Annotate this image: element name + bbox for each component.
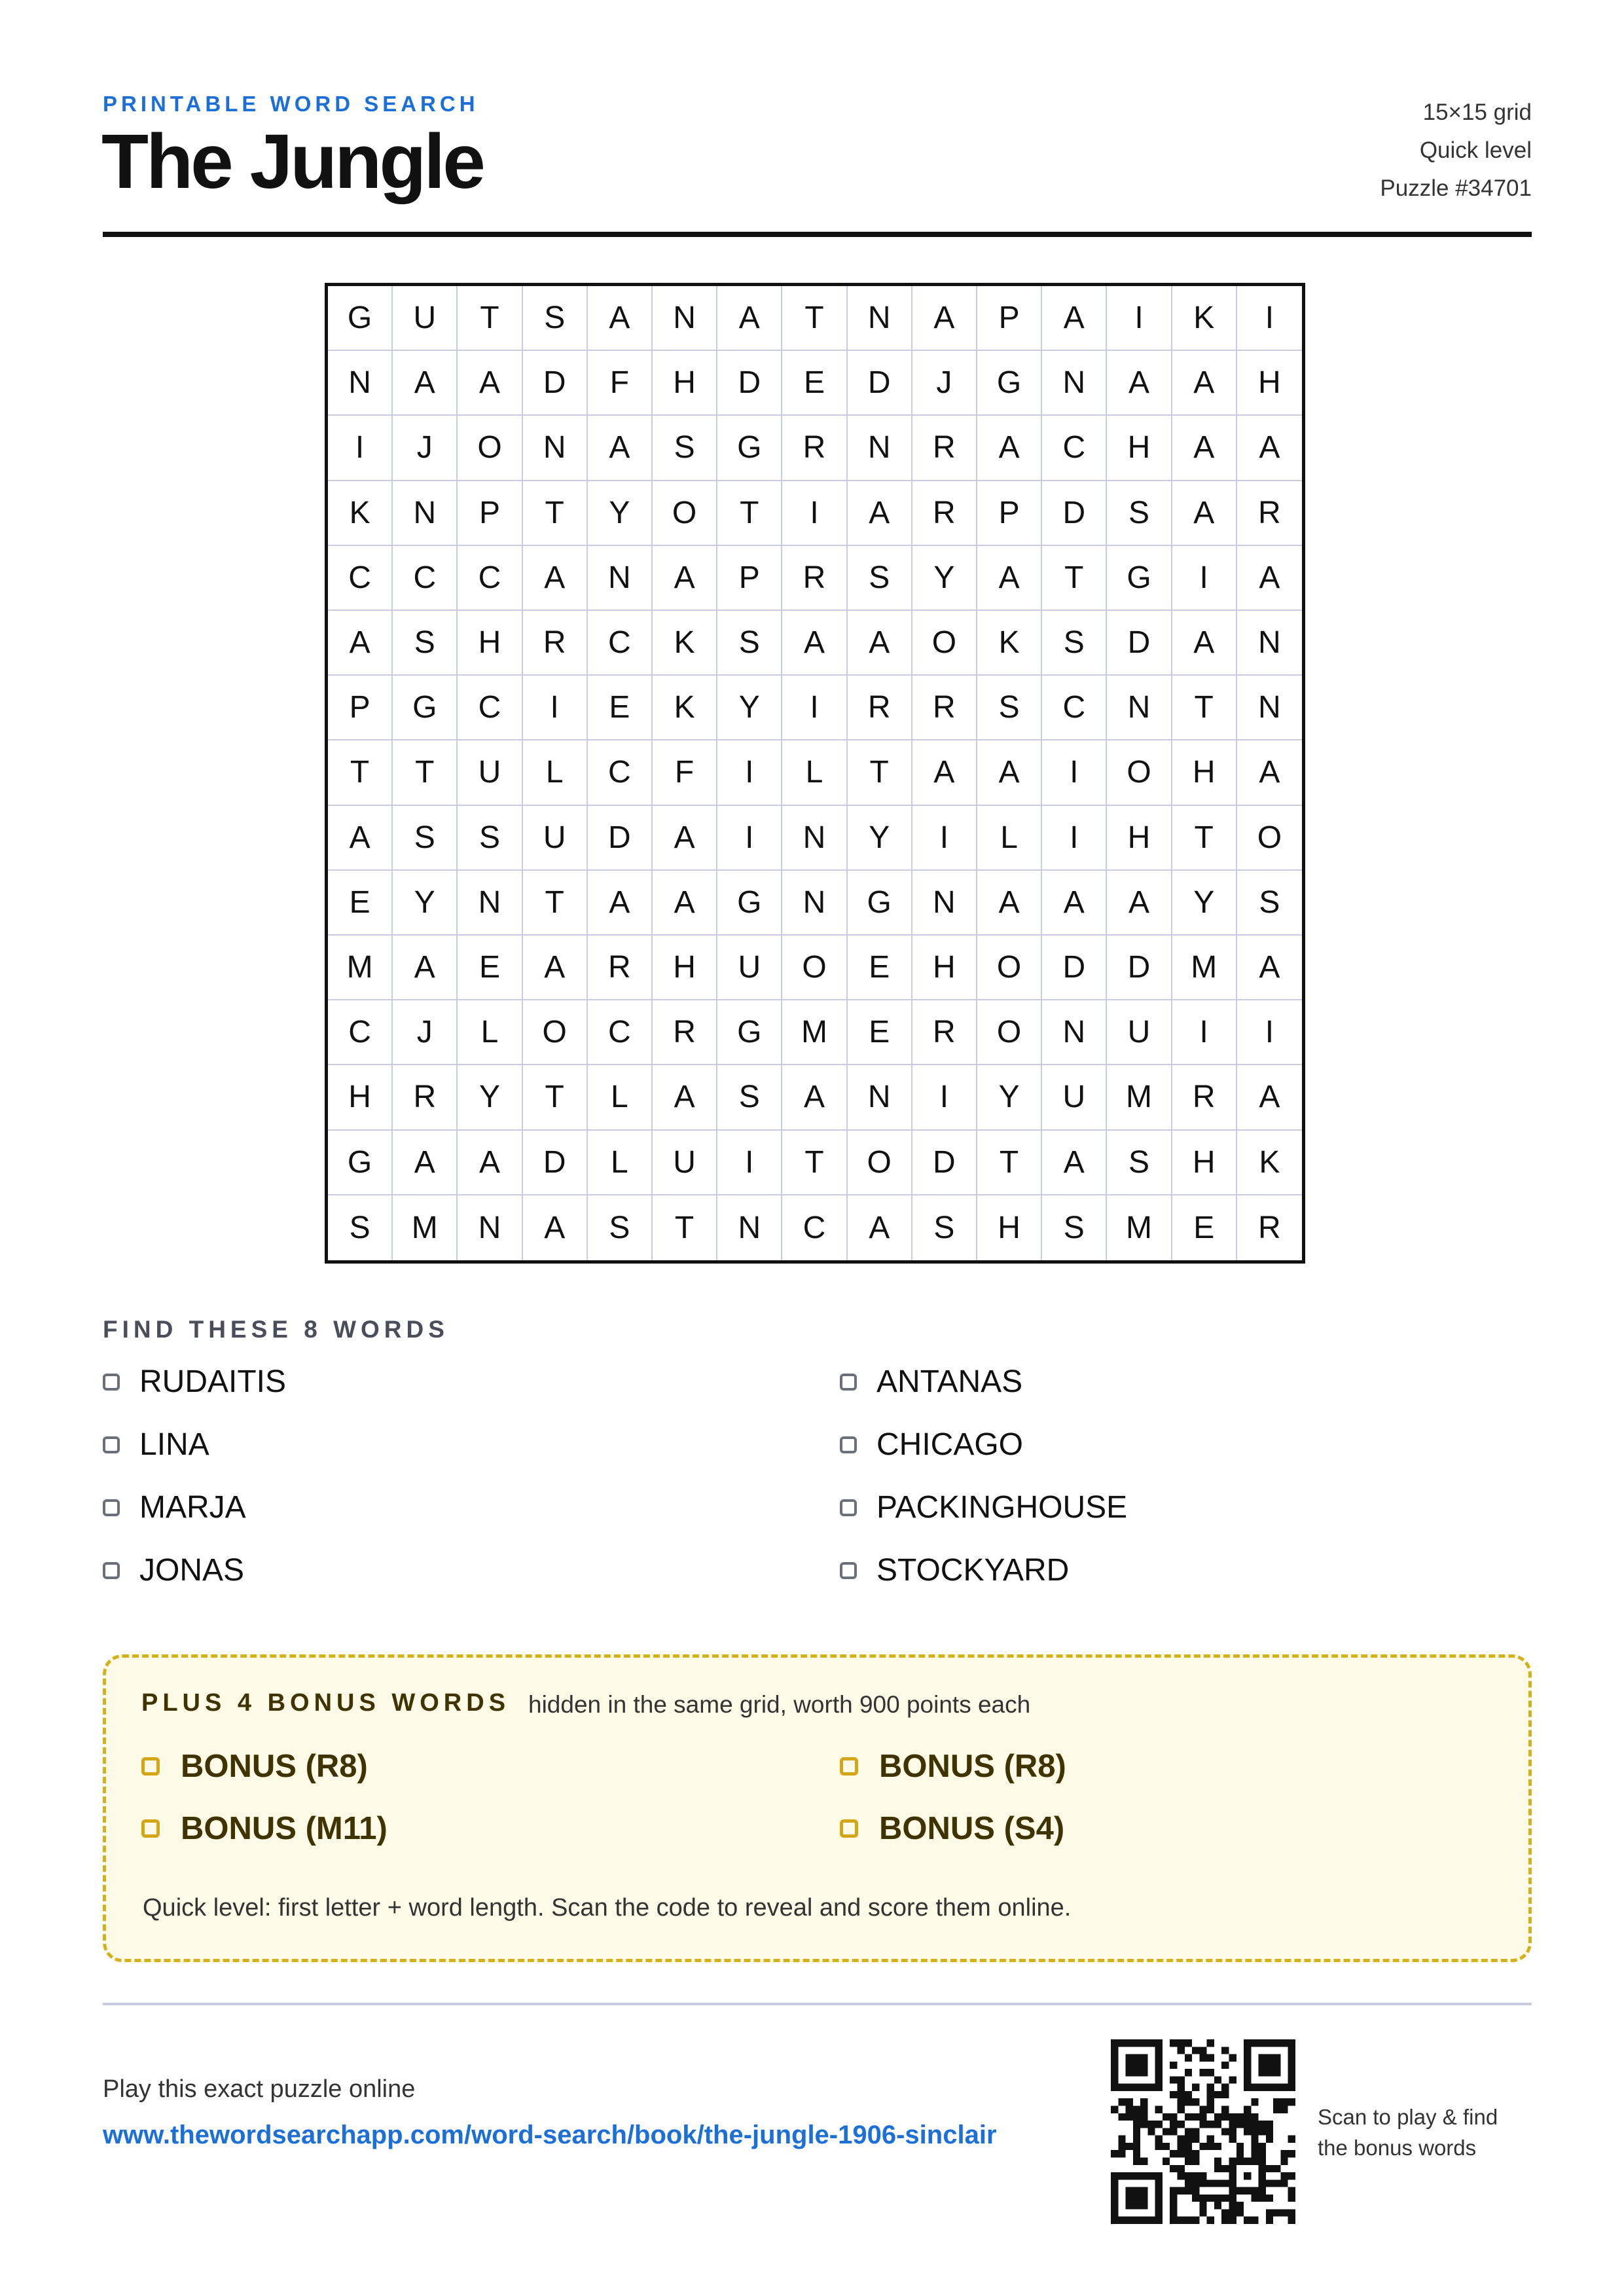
grid-cell[interactable]: G [393,676,458,740]
grid-cell[interactable]: E [588,676,653,740]
grid-cell[interactable]: C [458,676,522,740]
grid-cell[interactable]: A [912,740,977,805]
checkbox-icon[interactable] [840,1374,857,1391]
grid-cell[interactable]: Y [458,1065,522,1130]
grid-cell[interactable]: D [1042,936,1107,1000]
checkbox-icon[interactable] [103,1374,120,1391]
grid-cell[interactable]: A [1172,611,1237,676]
grid-cell[interactable]: N [653,286,717,351]
grid-cell[interactable]: A [1172,351,1237,416]
grid-cell[interactable]: P [458,481,522,546]
word-label: JONAS [139,1553,245,1588]
grid-cell[interactable]: K [653,611,717,676]
grid-cell[interactable]: I [1042,806,1107,871]
grid-cell[interactable]: E [458,936,522,1000]
grid-cell[interactable]: S [848,546,912,611]
grid-cell[interactable]: A [1172,416,1237,481]
grid-cell[interactable]: N [848,416,912,481]
grid-cell[interactable]: G [717,416,782,481]
grid-cell[interactable]: H [1107,416,1172,481]
grid-cell[interactable]: I [912,806,977,871]
checkbox-icon[interactable] [103,1499,120,1516]
grid-cell[interactable]: N [848,286,912,351]
grid-cell[interactable]: A [1107,871,1172,936]
grid-cell[interactable]: E [328,871,393,936]
grid-cell[interactable]: A [1042,286,1107,351]
grid-cell[interactable]: A [588,416,653,481]
bonus-word-label: BONUS (M11) [181,1811,388,1846]
grid-cell[interactable]: G [717,871,782,936]
grid-cell[interactable]: S [1042,611,1107,676]
grid-cell[interactable]: A [848,481,912,546]
grid-cell[interactable]: P [977,481,1042,546]
grid-cell[interactable]: S [1107,481,1172,546]
grid-cell[interactable]: G [328,1131,393,1195]
grid-cell[interactable]: I [1042,740,1107,805]
grid-cell[interactable]: T [458,286,522,351]
grid-cell[interactable]: N [588,546,653,611]
grid-cell[interactable]: N [523,416,588,481]
grid-cell[interactable]: U [1107,1000,1172,1065]
grid-cell[interactable]: D [588,806,653,871]
grid-cell[interactable]: J [393,1000,458,1065]
grid-cell[interactable]: C [393,546,458,611]
checkbox-icon[interactable] [141,1757,160,1776]
grid-cell[interactable]: C [1042,676,1107,740]
grid-cell[interactable]: U [523,806,588,871]
puzzle-meta [1380,94,1532,208]
grid-cell[interactable]: S [717,611,782,676]
grid-cell[interactable]: N [393,481,458,546]
grid-cell[interactable]: J [393,416,458,481]
checkbox-icon[interactable] [840,1436,857,1453]
grid-cell[interactable]: R [1237,481,1302,546]
grid-cell[interactable]: R [912,481,977,546]
grid-cell[interactable]: S [653,416,717,481]
grid-cell[interactable]: I [717,806,782,871]
grid-cell[interactable]: T [717,481,782,546]
grid-cell[interactable]: R [393,1065,458,1130]
grid-cell[interactable]: S [328,1195,393,1260]
qr-caption [1318,2102,1498,2163]
grid-cell[interactable]: C [328,546,393,611]
grid-cell[interactable]: O [782,936,847,1000]
kicker: PRINTABLE WORD SEARCH [103,92,479,116]
grid-cell[interactable]: O [1107,740,1172,805]
grid-cell[interactable]: H [653,936,717,1000]
bonus-word-label: BONUS (R8) [879,1749,1066,1784]
grid-cell[interactable]: C [1042,416,1107,481]
grid-cell[interactable]: U [458,740,522,805]
grid-cell[interactable]: M [782,1000,847,1065]
grid-cell[interactable]: H [977,1195,1042,1260]
grid-cell[interactable]: O [912,611,977,676]
grid-cell[interactable]: C [328,1000,393,1065]
grid-cell[interactable]: A [653,871,717,936]
grid-cell[interactable]: I [1237,1000,1302,1065]
grid-cell[interactable]: A [523,1195,588,1260]
puzzle-url-link[interactable]: www.thewordsearchapp.com/word-search/book/the-jungle-1906-sinclair [103,2121,997,2149]
grid-cell[interactable]: D [1042,481,1107,546]
grid-cell[interactable]: H [653,351,717,416]
grid-cell[interactable]: J [912,351,977,416]
grid-cell[interactable]: I [717,1131,782,1195]
puzzle-number: Puzzle #34701 [1380,175,1532,201]
grid-cell[interactable]: R [912,676,977,740]
grid-cell[interactable]: A [328,806,393,871]
grid-cell[interactable]: P [328,676,393,740]
grid-cell[interactable]: L [523,740,588,805]
grid-cell[interactable]: L [977,806,1042,871]
grid-cell[interactable]: L [782,740,847,805]
grid-cell[interactable]: M [393,1195,458,1260]
word-item[interactable] [103,1552,244,1588]
grid-cell[interactable]: D [848,351,912,416]
grid-cell[interactable]: R [782,546,847,611]
grid-cell[interactable]: A [912,286,977,351]
grid-cell[interactable]: R [588,936,653,1000]
grid-cell[interactable]: M [1107,1195,1172,1260]
word-label: STOCKYARD [876,1553,1070,1588]
grid-cell[interactable]: T [1172,806,1237,871]
grid-cell[interactable]: R [912,416,977,481]
grid-cell[interactable]: I [1107,286,1172,351]
grid-cell[interactable]: A [458,1131,522,1195]
word-label: RUDAITIS [139,1364,287,1399]
word-label: PACKINGHOUSE [876,1490,1128,1525]
grid-cell[interactable]: S [393,806,458,871]
grid-cell[interactable]: H [912,936,977,1000]
grid-cell[interactable]: R [912,1000,977,1065]
word-label: LINA [139,1427,209,1462]
grid-cell[interactable]: A [458,351,522,416]
bonus-word-item[interactable] [141,1748,368,1785]
grid-cell[interactable]: A [977,546,1042,611]
grid-cell[interactable]: N [1107,676,1172,740]
grid-cell[interactable]: S [523,286,588,351]
grid-cell[interactable]: A [1237,546,1302,611]
grid-cell[interactable]: R [523,611,588,676]
grid-cell[interactable]: I [1172,546,1237,611]
grid-cell[interactable]: A [977,740,1042,805]
grid-cell[interactable]: A [1107,351,1172,416]
grid-cell[interactable]: U [393,286,458,351]
bonus-word-item[interactable] [840,1748,1066,1785]
grid-cell[interactable]: K [1237,1131,1302,1195]
grid-cell[interactable]: G [977,351,1042,416]
grid-cell[interactable]: N [782,806,847,871]
grid-cell[interactable]: N [848,1065,912,1130]
grid-cell[interactable]: H [1172,740,1237,805]
grid-cell[interactable]: I [523,676,588,740]
grid-cell[interactable]: S [393,611,458,676]
grid-cell[interactable]: C [588,740,653,805]
grid-cell[interactable]: I [328,416,393,481]
play-online-label: Play this exact puzzle online [103,2075,416,2103]
word-item[interactable] [840,1364,1022,1400]
grid-cell[interactable]: M [328,936,393,1000]
checkbox-icon[interactable] [141,1819,160,1838]
grid-cell[interactable]: S [458,806,522,871]
grid-cell[interactable]: K [328,481,393,546]
qr-caption-line: Scan to play & find [1318,2105,1498,2129]
checkbox-icon[interactable] [103,1562,120,1579]
bonus-word-label: BONUS (S4) [879,1811,1065,1846]
grid-cell[interactable]: E [782,351,847,416]
grid-cell[interactable]: A [1042,871,1107,936]
checkbox-icon[interactable] [103,1436,120,1453]
grid-cell[interactable]: U [717,936,782,1000]
grid-cell[interactable]: O [977,936,1042,1000]
grid-cell[interactable]: F [588,351,653,416]
grid-cell[interactable]: T [782,1131,847,1195]
grid-cell[interactable]: H [458,611,522,676]
grid-cell[interactable]: N [717,1195,782,1260]
word-item[interactable] [840,1489,1127,1525]
grid-cell[interactable]: R [1258,1210,1281,1245]
grid-cell[interactable]: Y [977,1065,1042,1130]
word-label: ANTANAS [876,1364,1023,1399]
grid-cell[interactable]: A [393,936,458,1000]
grid-cell[interactable]: O [458,416,522,481]
grid-cell[interactable]: N [458,1195,522,1260]
grid-cell[interactable]: E [1172,1195,1237,1260]
grid-cell[interactable]: A [653,546,717,611]
grid-cell[interactable]: Y [912,546,977,611]
grid-cell[interactable]: O [1237,806,1302,871]
grid-cell[interactable]: A [393,351,458,416]
grid-cell[interactable]: C [458,546,522,611]
grid-cell[interactable]: I [782,481,847,546]
grid-cell[interactable]: A [1237,1065,1302,1130]
grid-cell[interactable]: S [977,676,1042,740]
grid-cell[interactable]: C [782,1195,847,1260]
checkbox-icon[interactable] [840,1562,857,1579]
grid-cell[interactable]: A [653,1065,717,1130]
grid-cell[interactable]: A [1237,936,1302,1000]
grid-cell[interactable]: A [782,611,847,676]
grid-cell[interactable]: L [458,1000,522,1065]
grid-cell[interactable]: N [1237,611,1302,676]
grid-cell[interactable]: S [1107,1131,1172,1195]
grid-cell[interactable]: M [1107,1065,1172,1130]
grid-cell[interactable]: K [1172,286,1237,351]
grid-cell[interactable]: O [653,481,717,546]
grid-cell[interactable]: T [328,740,393,805]
grid-cell[interactable]: G [328,286,393,351]
grid-cell[interactable]: T [523,871,588,936]
grid-cell[interactable]: A [1042,1131,1107,1195]
grid-cell[interactable]: H [328,1065,393,1130]
checkbox-icon[interactable] [840,1819,858,1838]
grid-cell[interactable]: S [912,1195,977,1260]
grid-cell[interactable]: Y [717,676,782,740]
grid-cell[interactable]: T [523,481,588,546]
grid-cell[interactable]: N [912,871,977,936]
footer-divider [103,2003,1532,2005]
grid-cell[interactable]: E [848,936,912,1000]
grid-cell[interactable]: M [1172,936,1237,1000]
checkbox-icon[interactable] [840,1499,857,1516]
word-label: CHICAGO [876,1427,1024,1462]
grid-cell[interactable]: A [848,611,912,676]
grid-cell[interactable]: U [653,1131,717,1195]
bonus-word-item[interactable] [840,1810,1064,1847]
grid-cell[interactable]: H [1107,806,1172,871]
qr-code-icon[interactable] [1111,2039,1295,2224]
grid-cell[interactable]: A [717,286,782,351]
grid-cell[interactable]: A [977,871,1042,936]
bonus-heading: PLUS 4 BONUS WORDS [141,1689,511,1717]
grid-cell[interactable]: I [1172,1000,1237,1065]
grid-cell[interactable]: A [523,546,588,611]
grid-cell[interactable]: R [848,676,912,740]
grid-cell[interactable]: G [1107,546,1172,611]
grid-cell[interactable]: N [328,351,393,416]
grid-cell[interactable]: I [1237,286,1302,351]
grid-cell[interactable]: R [1172,1065,1237,1130]
grid-cell[interactable]: H [1172,1131,1237,1195]
letter-grid[interactable] [325,283,1305,1264]
grid-cell[interactable]: C [588,611,653,676]
grid-cell[interactable]: A [328,611,393,676]
word-item[interactable] [103,1489,246,1525]
grid-cell[interactable]: S [1042,1195,1107,1260]
grid-cell[interactable]: D [912,1131,977,1195]
qr-caption-line: the bonus words [1318,2136,1477,2160]
grid-cell[interactable]: Y [848,806,912,871]
grid-cell[interactable]: T [1042,546,1107,611]
grid-cell[interactable]: D [523,1131,588,1195]
grid-cell[interactable]: A [393,1131,458,1195]
grid-cell[interactable]: T [782,286,847,351]
grid-cell[interactable]: R [782,416,847,481]
difficulty-level: Quick level [1419,137,1532,163]
grid-cell[interactable]: G [848,871,912,936]
word-list-heading: FIND THESE 8 WORDS [103,1316,449,1343]
grid-cell[interactable]: I [717,740,782,805]
grid-cell[interactable]: T [977,1131,1042,1195]
grid-cell[interactable]: A [1237,740,1302,805]
grid-cell[interactable]: I [782,676,847,740]
grid-cell[interactable]: K [977,611,1042,676]
grid-cell[interactable]: R [653,1000,717,1065]
word-item[interactable] [103,1427,209,1463]
grid-cell[interactable]: O [523,1000,588,1065]
grid-cell[interactable]: D [1107,936,1172,1000]
grid-cell[interactable]: O [977,1000,1042,1065]
grid-cell[interactable]: L [588,1065,653,1130]
grid-cell[interactable]: T [523,1065,588,1130]
header-divider [103,232,1532,237]
grid-cell[interactable]: I [912,1065,977,1130]
grid-cell[interactable]: T [393,740,458,805]
grid-cell[interactable]: K [653,676,717,740]
grid-cell[interactable]: A [977,416,1042,481]
grid-cell[interactable]: D [523,351,588,416]
grid-cell[interactable]: U [1042,1065,1107,1130]
grid-cell[interactable]: A [653,806,717,871]
bonus-subtitle: hidden in the same grid, worth 900 points each [528,1691,1031,1718]
grid-cell[interactable]: P [977,286,1042,351]
grid-cell[interactable]: N [782,871,847,936]
grid-cell[interactable]: Y [393,871,458,936]
grid-cell[interactable]: A [782,1065,847,1130]
grid-cell[interactable]: T [848,740,912,805]
grid-cell[interactable]: A [588,286,653,351]
grid-cell[interactable]: G [717,1000,782,1065]
bonus-note: Quick level: first letter + word length. Scan the code to reveal and score them online. [143,1894,1072,1922]
word-label: MARJA [139,1490,246,1525]
grid-cell[interactable]: N [1042,1000,1107,1065]
grid-cell[interactable]: D [1107,611,1172,676]
grid-cell[interactable]: L [588,1131,653,1195]
grid-cell[interactable]: A [588,871,653,936]
grid-cell[interactable]: S [588,1195,653,1260]
grid-cell[interactable]: A [848,1195,912,1260]
word-item[interactable] [840,1427,1023,1463]
grid-cell[interactable]: E [848,1000,912,1065]
grid-cell[interactable]: T [1172,676,1237,740]
grid-cell[interactable]: N [1042,351,1107,416]
grid-cell[interactable]: S [1237,871,1302,936]
grid-cell[interactable]: F [653,740,717,805]
grid-cell[interactable]: A [1237,416,1302,481]
grid-cell[interactable]: Y [588,481,653,546]
grid-cell[interactable]: N [1237,676,1302,740]
grid-cell[interactable]: A [1172,481,1237,546]
grid-cell[interactable]: C [588,1000,653,1065]
grid-cell[interactable]: A [523,936,588,1000]
checkbox-icon[interactable] [840,1757,858,1776]
grid-cell[interactable]: P [717,546,782,611]
grid-cell[interactable]: T [653,1195,717,1260]
bonus-word-label: BONUS (R8) [181,1749,368,1784]
word-item[interactable] [840,1552,1069,1588]
word-item[interactable] [103,1364,286,1400]
grid-cell[interactable]: O [848,1131,912,1195]
grid-cell[interactable]: Y [1172,871,1237,936]
page-title: The Jungle [101,118,483,205]
grid-cell[interactable]: S [717,1065,782,1130]
grid-size: 15×15 grid [1422,100,1532,125]
grid-cell[interactable]: N [458,871,522,936]
bonus-word-item[interactable] [141,1810,388,1847]
grid-cell[interactable]: H [1237,351,1302,416]
grid-cell[interactable]: D [717,351,782,416]
